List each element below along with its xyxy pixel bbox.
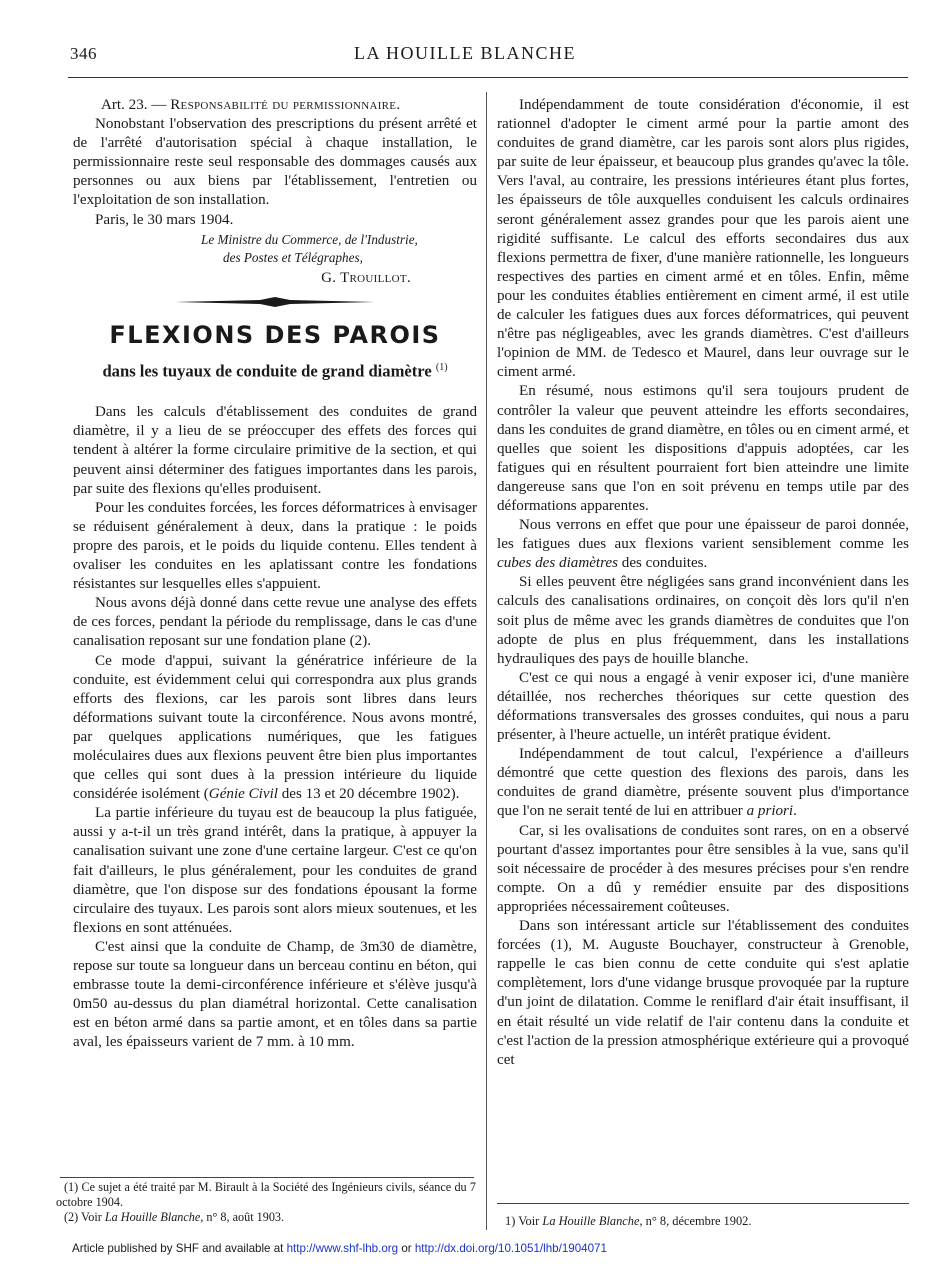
signature-block	[73, 231, 477, 267]
art-title: Responsabilité du permissionnaire.	[170, 97, 401, 113]
doi-link[interactable]: http://dx.doi.org/10.1051/lhb/1904071	[414, 1242, 607, 1255]
footnote-rule-right	[497, 1203, 909, 1204]
italic-citation: Génie Civil	[208, 786, 278, 803]
running-title: LA HOUILLE BLANCHE	[354, 43, 576, 63]
header-rule	[68, 77, 908, 78]
article-23-heading	[73, 96, 477, 115]
footnote-rule-left	[60, 1177, 474, 1178]
date-line: Paris, le 30 mars 1904.	[95, 211, 234, 228]
text-span: des conduites.	[618, 555, 708, 572]
paragraph: En résumé, nous estimons qu'il sera toujours prudent de contrôler la valeur que peuvent atteindre les efforts secondaires, dans les conduites de grand diamètre, en tôles ou en ciment armé, et quelles que soient les dispositions d'appuis adoptées, car les fatigues qui en résultent pourraient fort bien atteindre une limite dangereuse sans que l'on en soit prévenu en temps utile par des déformations apparentes.	[497, 383, 909, 514]
art-23-body: Nonobstant l'observation des prescriptions du présent arrêté et de l'arrêté d'autorisation spécial à chaque installation, le permissionnaire reste seul responsable des dommages causés aux personnes ou aux biens par l'établissement, l'entretien ou l'exploitation de son installation.	[73, 116, 477, 209]
text-span: .	[793, 803, 797, 820]
paragraph: Nous avons déjà donné dans cette revue une analyse des effets de ces forces, pendant la période du remplissage, dans le cas d'une canalisation reposant sur une fondation plane (2).	[73, 595, 477, 650]
subtitle-text: dans les tuyaux de conduite de grand diamètre	[102, 361, 432, 381]
text-span: , n° 8, août 1903.	[200, 1210, 285, 1224]
credit-prefix: Article published by SHF and available at	[72, 1242, 287, 1255]
footnote-1: (1) Ce sujet a été traité par M. Birault à la Société des Ingénieurs civils, séance du 7 octobre 1904.	[56, 1180, 476, 1209]
ornament-divider	[175, 297, 375, 307]
italic-citation: La Houille Blanche	[104, 1210, 201, 1224]
italic-emphasis: a priori	[746, 803, 794, 820]
column-divider	[486, 92, 487, 1230]
footnote-1-right	[497, 1214, 909, 1229]
footnote-2	[56, 1210, 476, 1225]
text-span: , n° 8, décembre 1902.	[639, 1214, 752, 1228]
paragraph: Pour les conduites forcées, les forces déformatrices à envisager se réduisent généralement à deux, dans la pratique : le poids propre des parois, et le poids du liquide contenu. Elles tendent à ovaliser les conduites en les aplatissant contre les fondations résistantes sur lesquelles elles s'appuient.	[73, 499, 477, 593]
paragraph: C'est ainsi que la conduite de Champ, de 3m30 de diamètre, repose sur toute sa longueur dans un berceau continu en béton, qui embrasse toute la demi-circonférence inférieure et s'élève jusqu'à 0m50 au-dessus du plan diamétral horizontal. Cette canalisation est en béton armé dans sa partie amont, et en tôles dans sa partie aval, les épaisseurs varient de 7 mm. à 10 mm.	[73, 938, 477, 1051]
page-number: 346	[70, 44, 97, 63]
italic-emphasis: cubes des diamètres	[497, 555, 619, 572]
subtitle-footnote-ref: (1)	[435, 361, 448, 373]
text-span: Ce mode d'appui, suivant la génératrice inférieure de la conduite, est évidemment celui qui correspondra aux plus grands efforts des flexions, car les parois sont libres dans leurs déformations suivant toute la circonférence. Nous avons montré, par quelques applications numériques, que les fatigues moléculaires dues aux flexions peuvent être bien plus importantes que celles qui sont dues à la pression intérieure du liquide considérée isolément (	[73, 652, 477, 803]
text-span: 1) Voir	[505, 1214, 543, 1228]
art-label: Art. 23. —	[101, 97, 167, 113]
credit-middle: or	[398, 1242, 415, 1255]
text-span: des 13 et 20 décembre 1902).	[277, 786, 460, 803]
left-column	[73, 96, 477, 1052]
text-span: (2) Voir	[64, 1210, 105, 1224]
paragraph: Si elles peuvent être négligées sans grand inconvénient dans les calculs des canalisations ordinaires, on conçoit dès lors qu'il n'en soit plus de même avec les grands diamètres de conduites que l'on adopte de plus en plus fréquemment, dans les installations hydrauliques des pays de houille blanche.	[497, 574, 909, 667]
footnotes-right	[497, 1214, 909, 1229]
signature-title-line2: des Postes et Télégraphes,	[223, 249, 363, 265]
paragraph	[497, 516, 909, 573]
right-column	[497, 96, 909, 1070]
paragraph: Car, si les ovalisations de conduites sont rares, on en a observé pourtant d'assez importantes pour être sensibles à la vue, sans qu'il soit nécessaire de procéder à des mesures précises pour s'en rendre compte. On a dû y remédier ensuite par des dispositions appropriées nécessairement coûteuses.	[497, 822, 909, 915]
article-subtitle	[73, 357, 477, 383]
signature-title-line1: Le Ministre du Commerce, de l'Industrie,	[201, 231, 418, 247]
paragraph: La partie inférieure du tuyau est de beaucoup la plus fatiguée, aussi y a-t-il un très grand intérêt, dans la pratique, à appuyer la canalisation suivant une zone d'une certaine largeur. C'est ce qu'on fait d'ailleurs, le plus généralement, pour les conduites de grand diamètre, que l'on dispose sur des fondations épousant la forme circulaire des tuyaux. Les parois sont alors mieux soutenues, et les flexions en sont atténuées.	[73, 805, 477, 936]
paragraph	[497, 745, 909, 821]
paragraph: Dans son intéressant article sur l'établissement des conduites forcées (1), M. Auguste Bouchayer, constructeur à Grenoble, rappelle le cas bien connu de cette conduite qui s'est aplatie complètement, lors d'une vidange brusque provoquée par la rupture d'un joint de dilatation. Comme le reniflard d'air était insuffisant, il en était résulté un vide relatif de l'air contenu dans la conduite et c'est l'action de la pression atmosphérique extérieure qui a provoqué cet	[497, 918, 909, 1068]
publisher-credit	[72, 1242, 607, 1255]
paragraph: Dans les calculs d'établissement des conduites de grand diamètre, il y a lieu de se préoccuper des effets des forces qui tendent à altérer la forme circulaire primitive de la section, et qui peuvent ainsi déterminer des fatigues importantes dans les parois, par suite des flexions qu'elles produisent.	[73, 404, 477, 497]
italic-citation: La Houille Blanche	[542, 1214, 640, 1228]
paragraph	[73, 652, 477, 805]
shf-link[interactable]: http://www.shf-lhb.org	[286, 1242, 399, 1255]
text-span: Indépendamment de tout calcul, l'expérience a d'ailleurs démontré que cette question des flexions des parois, dans les conduites de grand diamètre, présente souvent plus d'importance que l'on ne serait tenté de lui en attribuer	[497, 746, 909, 820]
footnotes-left	[56, 1180, 476, 1225]
article-title: FLEXIONS DES PAROIS	[109, 320, 441, 349]
paragraph: C'est ce qui nous a engagé à venir exposer ici, d'une manière détaillée, nos recherches théoriques sur cette question des déformations transversales des grosses conduites, qui nous a paru présenter, à l'heure actuelle, un intérêt pratique évident.	[497, 669, 909, 744]
text-span: Nous verrons en effet que pour une épaisseur de paroi donnée, les fatigues dues aux flexions varient sensiblement comme les	[497, 517, 909, 553]
paragraph: Indépendamment de toute considération d'économie, il est rationnel d'adopter le ciment armé pour la partie amont des conduites de grand diamètre, car les parois sont alors plus rigides, par suite de leur épaisseur, et beaucoup plus grandes qu'avec la tôle. Vers l'aval, au contraire, les pressions intérieures étant plus fortes, les épaisseurs de tôle auxquelles conduisent les calculs ordinaires seront généralement assez grandes pour que les parois aient une rigidité suffisante. Le calcul des efforts secondaires dus aux flexions permettra de fixer, d'une manière rationnelle, les longueurs respectives des parties en ciment armé et en tôles. Enfin, même pour les conduites établies entièrement en ciment armé, il est utile de calculer les fatigues dues aux forces déformatrices, qui peuvent n'être pas négligeables, avec les grands diamètres. C'est d'ailleurs l'opinion de MM. de Tedesco et Maurel, dans leur ouvrage sur le ciment armé.	[497, 97, 909, 381]
signature-name: G. Trouillot.	[321, 269, 411, 286]
